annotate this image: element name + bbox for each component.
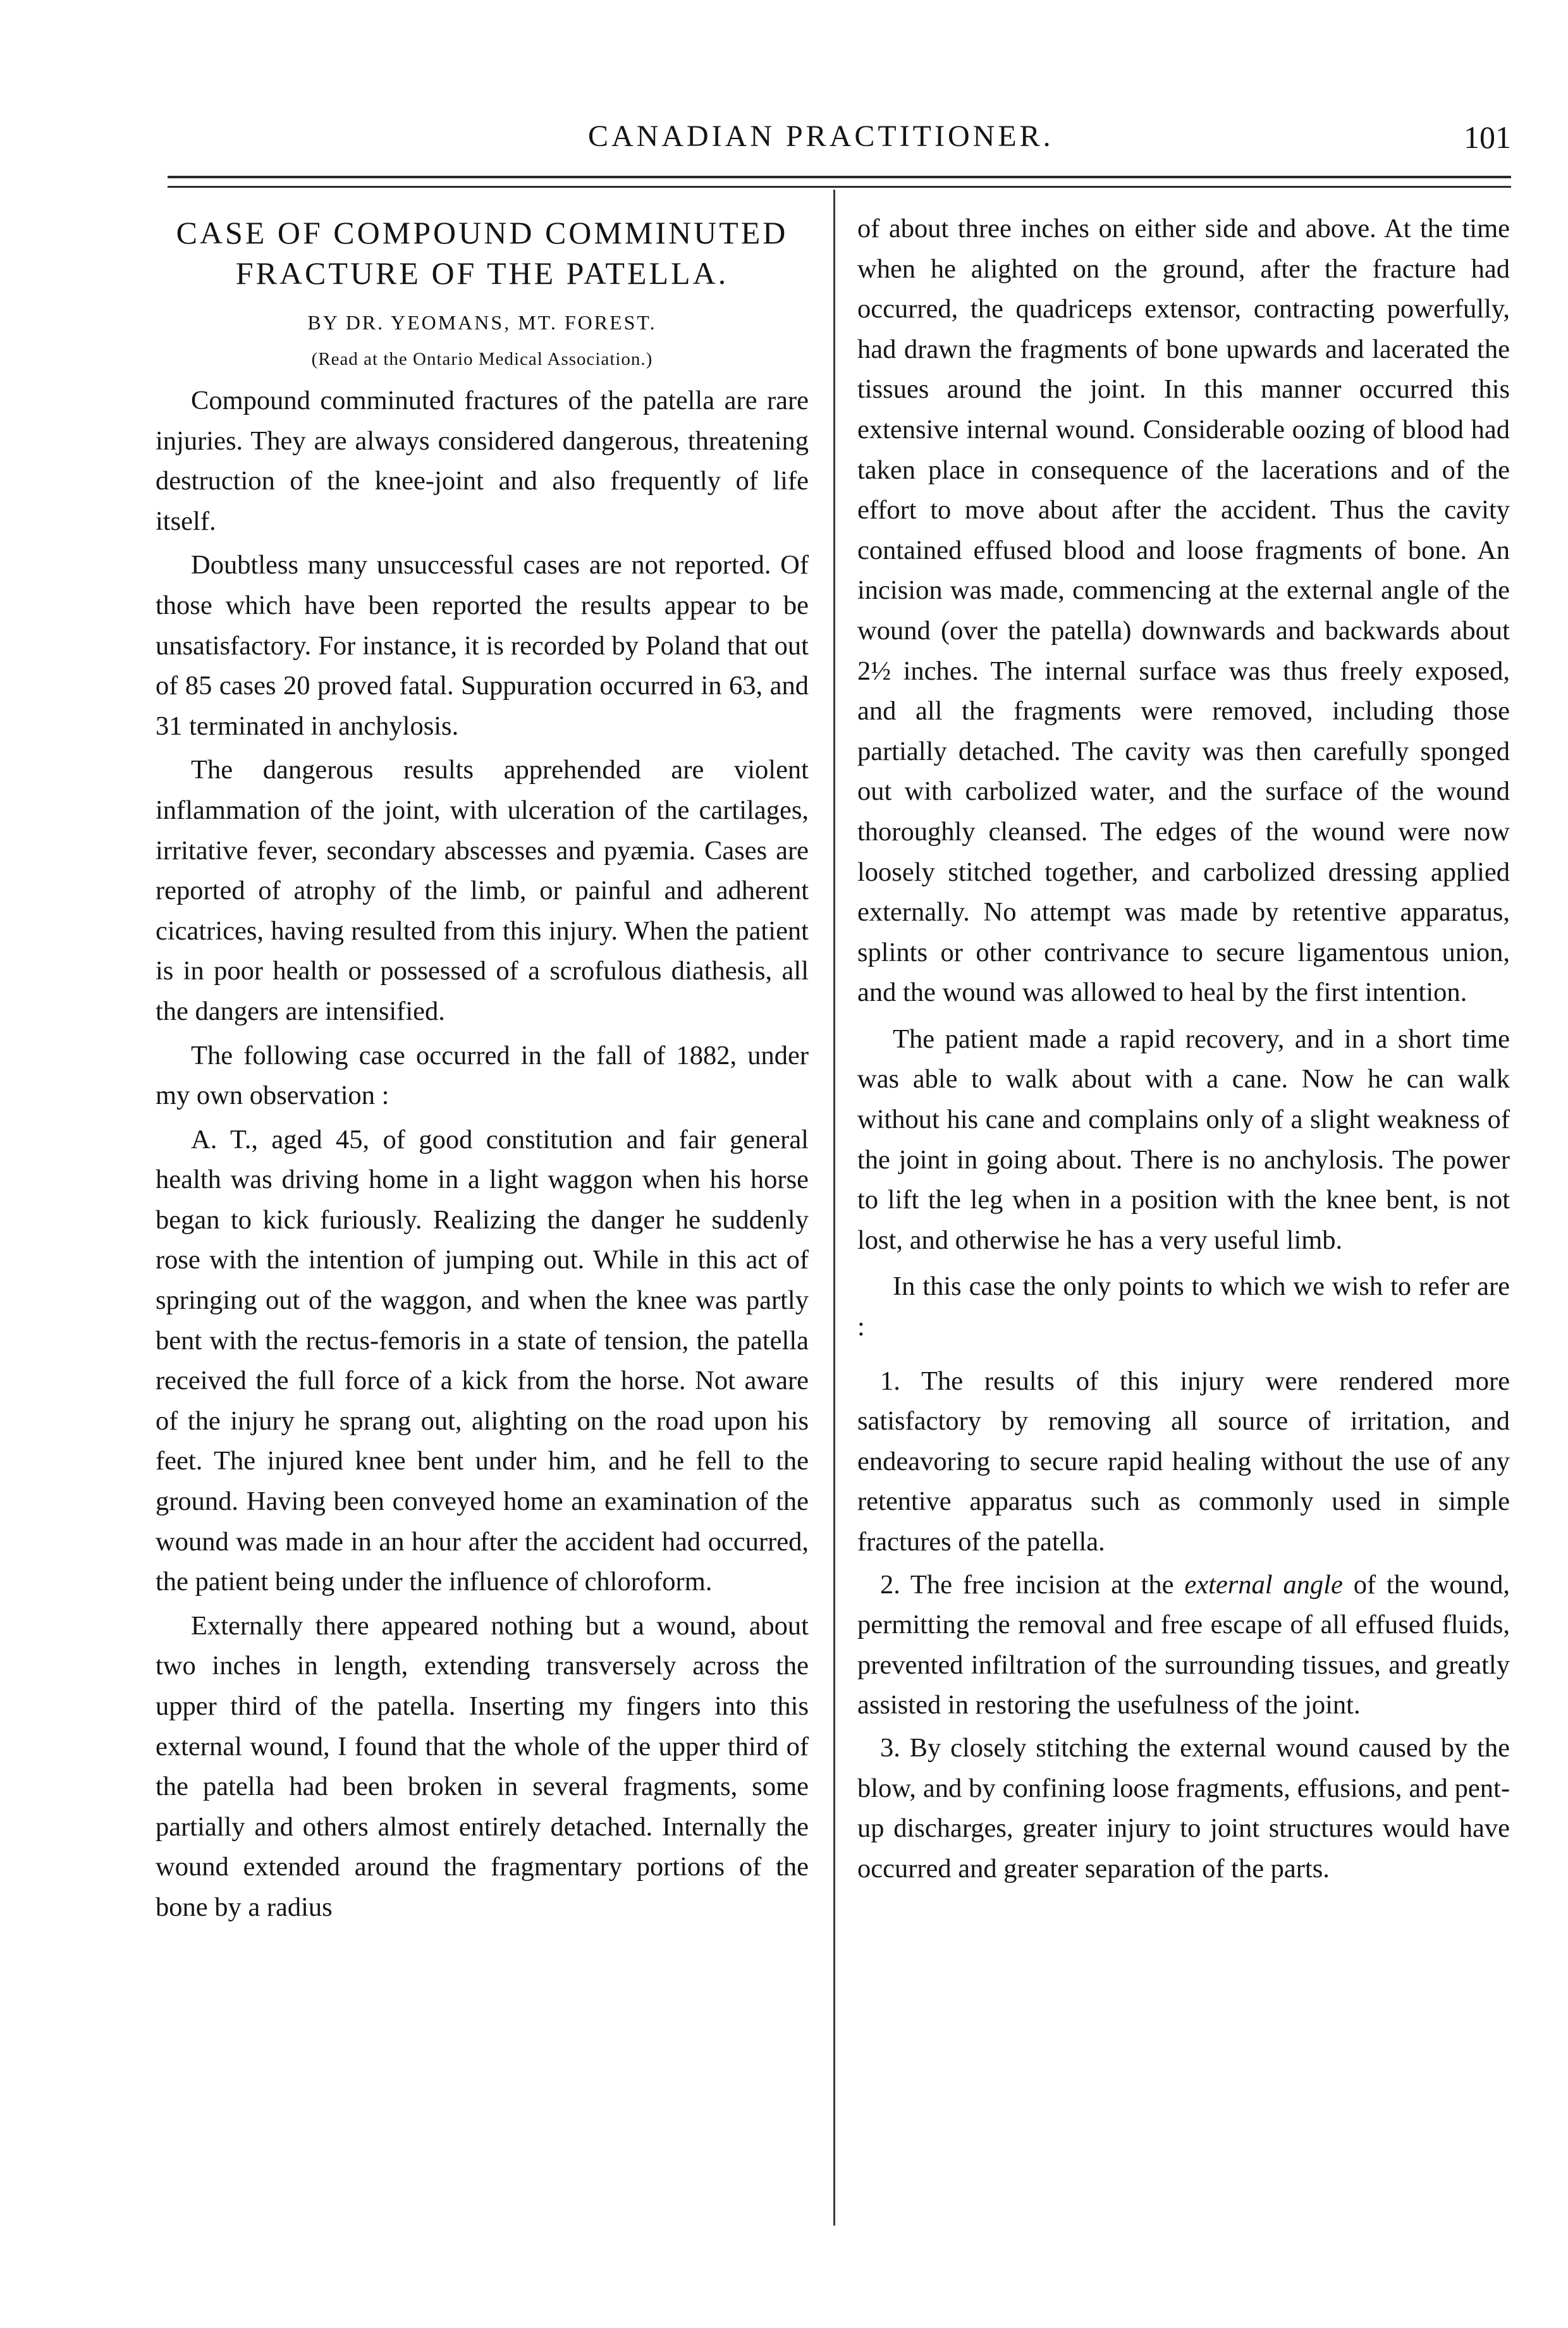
numbered-point-suffix: of the wound, permitting the removal and free escape of all effused fluids, prevented infiltration of the surrounding tissues, and greatly assisted in restoring the usefulness of the joint. [857, 1569, 1510, 1720]
paragraph: Doubtless many unsuccessful cases are not reported. Of those which have been reported the results appear to be unsatisfactory. For instance, it is recorded by Poland that out of 85 cases 20 proved fatal. Suppuration occurred in 63, and 31 terminated in anchylosis. [156, 550, 809, 741]
paragraph: In this case the only points to which we wish to refer are : [857, 1271, 1510, 1342]
paragraph: The following case occurred in the fall of 1882, under my own observation : [156, 1040, 809, 1111]
numbered-point [857, 1565, 1510, 1725]
paragraph-continued: of about three inches on either side and above. At the time when he alighted on the ground, after the fracture had occurred, the quadriceps extensor, contracting powerfully, had drawn the fragments of bone upwards and lacerated the tissues around the joint. In this manner occurred this extensive internal wound. Considerable oozing of blood had taken place in consequence of the lacerations and of the effort to move about after the accident. Thus the cavity contained effused blood and loose fragments of bone. An incision was made, commencing at the external angle of the wound (over the patella) downwards and backwards about 2½ inches. The internal surface was thus freely exposed, and all the fragments were removed, including those partially detached. The cavity was then carefully sponged out with carbolized water, and the surface of the wound thoroughly cleansed. The edges of the wound were now loosely stitched together, and carbolized dressing applied externally. No attempt was made by retentive apparatus, splints or other contrivance to secure ligamentous union, and the wound was allowed to heal by the first intention. [857, 214, 1510, 1008]
left-column [156, 209, 809, 1928]
numbered-point: 1. The results of this injury were rendered more satisfactory by removing all source of irritation, and endeavoring to secure rapid healing without the use of any retentive apparatus such as commonly used in simple fractures of the patella. [857, 1366, 1510, 1557]
article-title: CASE OF COMPOUND COMMINUTED FRACTURE OF THE PATELLA. [176, 215, 788, 291]
article-byline: BY DR. YEOMANS, MT. FOREST. [307, 311, 657, 334]
header-rule-top [168, 176, 1511, 178]
paragraph: Externally there appeared nothing but a wound, about two inches in length, extending transversely across the upper third of the patella. Inserting my fingers into this external wound, I found that the whole of the upper third of the patella had been broken in several fragments, some partially and others almost entirely detached. Internally the wound extended around the fragmentary portions of the bone by a radius [156, 1610, 809, 1922]
paragraph: The dangerous results apprehended are violent inflammation of the joint, with ulceration of the cartilages, irritative fever, secondary abscesses and pyæmia. Cases are reported of atrophy of the limb, or painful and adherent cicatrices, having resulted from this injury. When the patient is in poor health or possessed of a scrofulous diathesis, all the dangers are intensified. [156, 755, 809, 1026]
read-note: (Read at the Ontario Medical Association.) [311, 349, 653, 369]
header-rule-bottom [168, 186, 1511, 188]
emphasis-text: external angle [1184, 1569, 1343, 1600]
journal-title: CANADIAN PRACTITIONER. [588, 119, 1054, 153]
numbered-point-prefix: 2. The free incision at the [880, 1569, 1185, 1600]
paragraph: A. T., aged 45, of good constitution and fair general health was driving home in a light waggon when his horse began to kick furiously. Realizing the danger he suddenly rose with the intention of jumping out. While in this act of springing out of the waggon, and when the knee was partly bent with the rectus-femoris in a state of tension, the patella received the full force of a kick from the horse. Not aware of the injury he sprang out, alighting on the road upon his feet. The injured knee bent under him, and he fell to the ground. Having been conveyed home an examination of the wound was made in an hour after the accident had occurred, the patient being under the influence of chloroform. [156, 1124, 809, 1597]
running-head [164, 119, 1511, 169]
column-divider [833, 190, 835, 2226]
numbered-point: 3. By closely stitching the external wound caused by the blow, and by confining loose fragments, effusions, and pent-up discharges, greater injury to joint structures would have occurred and greater separation of the parts. [857, 1732, 1510, 1884]
right-column [857, 209, 1510, 1889]
page-number: 101 [1464, 119, 1511, 155]
paragraph: Compound comminuted fractures of the patella are rare injuries. They are always considered dangerous, threatening destruction of the knee-joint and also frequently of life itself. [156, 386, 809, 536]
paragraph: The patient made a rapid recovery, and in a short time was able to walk about with a cane. Now he can walk without his cane and complains only of a slight weakness of the joint in going about. There is no anchylosis. The power to lift the leg when in a position with the knee bent, is not lost, and otherwise he has a very useful limb. [857, 1024, 1510, 1255]
